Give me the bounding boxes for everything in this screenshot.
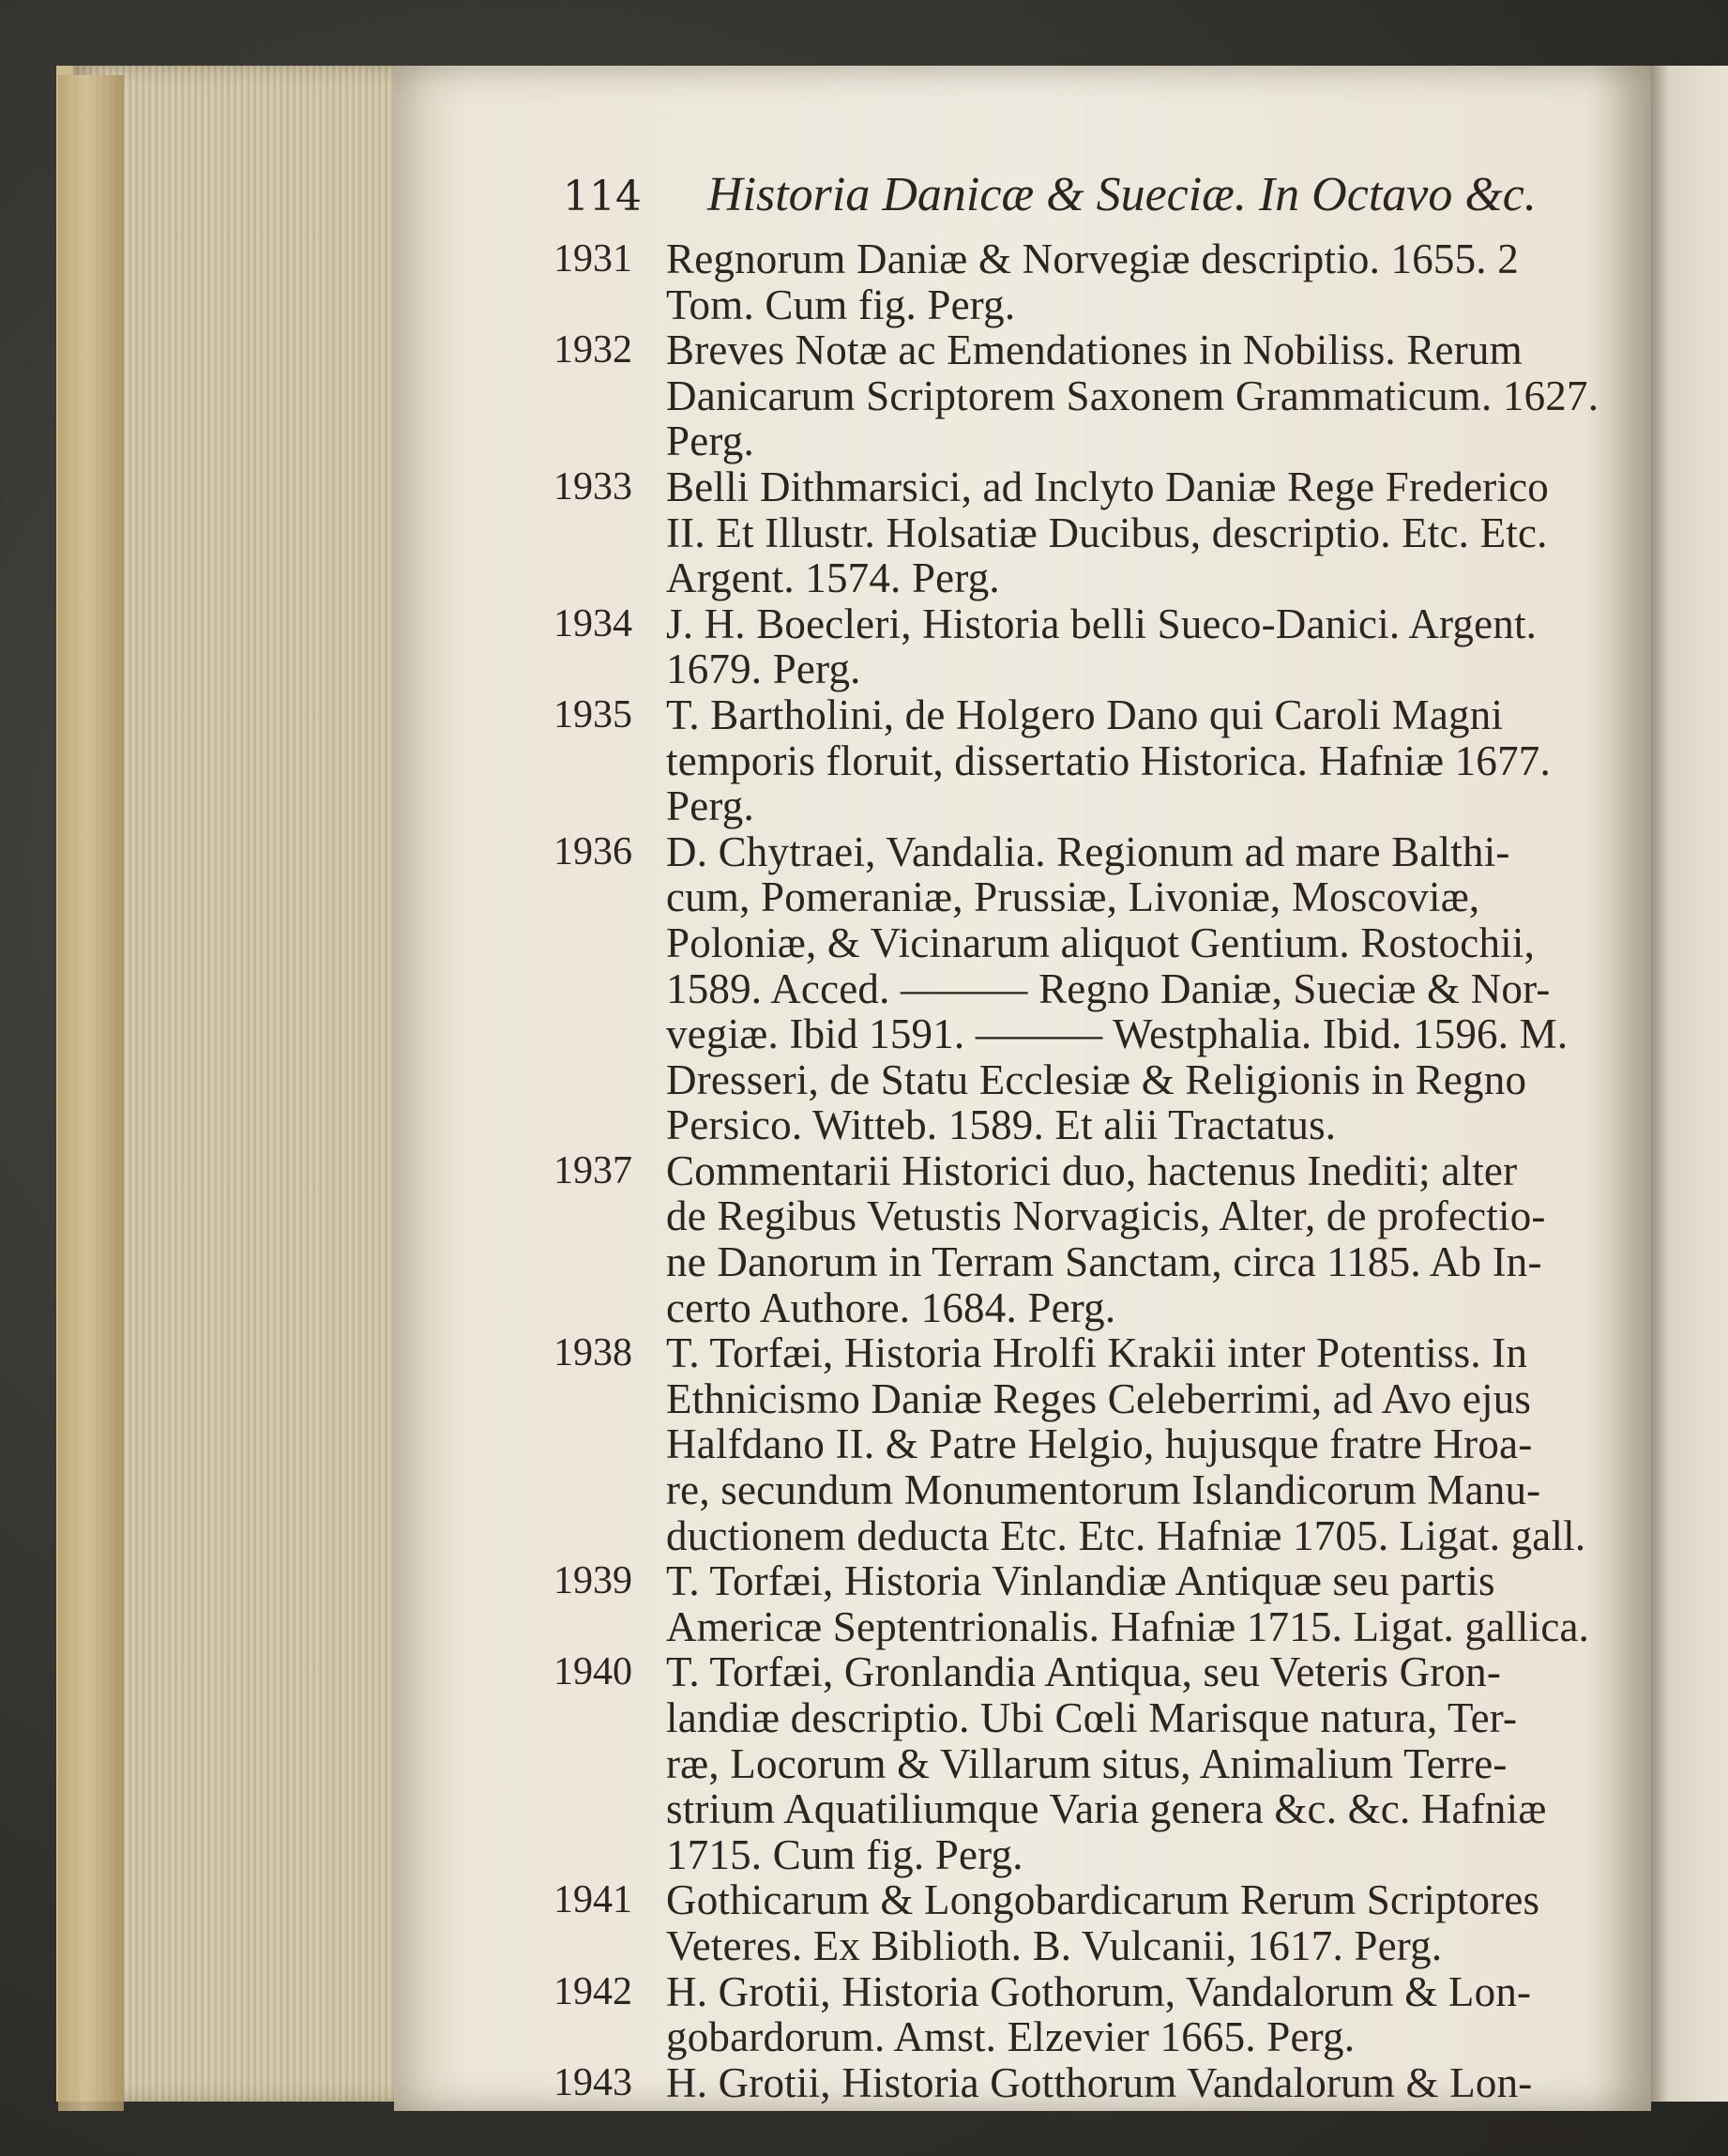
entry-line: T. Torfæi, Historia Vinlandiæ Antiquæ seu partis (666, 1557, 1495, 1605)
entry-line: landiæ descriptio. Ubi Cœli Marisque natura, Ter- (666, 1694, 1518, 1741)
catalog-entry (553, 827, 1595, 1149)
catalog-entry (553, 600, 1595, 693)
entry-line: H. Grotii, Historia Gotthorum Vandalorum & Lon- (666, 2058, 1533, 2106)
entry-line: J. H. Boecleri, Historia belli Sueco-Danici. Argent. (666, 600, 1538, 647)
entry-line: de Regibus Vetustis Norvagicis, Alter, de profectio- (666, 1192, 1546, 1240)
entry-line: re, secundum Monumentorum Islandicorum Manu- (666, 1466, 1541, 1514)
catalog-entry (553, 1967, 1595, 2061)
entry-line: 1715. Cum fig. Perg. (666, 1830, 1023, 1878)
entry-line: ræ, Locorum & Villarum situs, Animalium Terre- (666, 1739, 1508, 1787)
catalog-entry (553, 235, 1595, 328)
catalog-entry (553, 2058, 1595, 2152)
entry-number: 1942 (553, 1969, 632, 2013)
book-page (394, 66, 1651, 2152)
book-spine (58, 75, 124, 2111)
entry-line: Dresseri, de Statu Ecclesiæ & Religionis in Regno (666, 1055, 1527, 1103)
entry-line: Tom. Cum fig. Perg. (666, 281, 1016, 328)
entry-line: ne Danorum in Terram Sanctam, circa 1185. Ab In- (666, 1238, 1542, 1286)
entry-number: 1937 (553, 1148, 632, 1192)
entry-line: Poloniæ, & Vicinarum aliquot Gentium. Rostochii, (666, 919, 1536, 966)
entry-line: gobar- (1484, 2104, 1595, 2152)
entry-line: H. Grotii, Historia Gothorum, Vandalorum & Lon- (666, 1967, 1532, 2015)
entry-number: 1933 (553, 464, 632, 509)
entry-line: D. Chytraei, Vandalia. Regionum ad mare Balthi- (666, 827, 1510, 875)
entry-number: 1936 (553, 829, 632, 873)
entry-number: 1938 (553, 1331, 632, 1375)
entry-line: Perg. (666, 782, 754, 830)
entry-line: Perg. (666, 418, 754, 465)
entry-line: Persico. Witteb. 1589. Et alii Tractatus. (666, 1101, 1337, 1149)
catalog-entry (553, 326, 1599, 465)
entry-line: Gothicarum & Longobardicarum Rerum Scriptores (666, 1876, 1540, 1924)
catalog-entry (553, 1146, 1595, 1331)
entry-line: Belli Dithmarsici, ad Inclyto Daniæ Rege Frederico (666, 463, 1550, 510)
entry-line: Halfdano II. & Patre Helgio, hujusque fratre Hroa- (666, 1420, 1533, 1468)
entry-line: vegiæ. Ibid 1591. ——— Westphalia. Ibid. 1596. M. (666, 1010, 1569, 1058)
entry-line: gobardorum. Amst. Elzevier 1665. Perg. (666, 2013, 1356, 2061)
catalog-entry (553, 463, 1595, 602)
entry-line: certo Authore. 1684. Perg. (666, 1283, 1116, 1331)
entry-line: Americæ Septentrionalis. Hafniæ 1715. Ligat. gallica. (666, 1602, 1590, 1650)
entry-line: II. Et Illustr. Holsatiæ Ducibus, descriptio. Etc. Etc. (666, 509, 1548, 556)
catalog-entry (553, 691, 1595, 830)
entry-line: cum, Pomeraniæ, Prussiæ, Livoniæ, Moscoviæ, (666, 873, 1480, 921)
entry-line: Argent. 1574. Perg. (666, 554, 1000, 602)
running-title: Historia Danicæ & Sueciæ. In Octavo &c. (707, 168, 1537, 221)
catalog-entry (553, 1329, 1595, 1559)
catalog-entry (553, 1648, 1595, 1878)
entry-number: 1940 (553, 1650, 632, 1694)
entry-line: Breves Notæ ac Emendationes in Nobiliss. Rerum (666, 326, 1523, 374)
entry-number: 1939 (553, 1559, 632, 1603)
entry-number: 1932 (553, 328, 632, 372)
entry-line: temporis floruit, dissertatio Historica. Hafniæ 1677. (666, 736, 1551, 784)
entry-number: 1935 (553, 692, 632, 736)
entry-number: 1943 (553, 2060, 632, 2104)
entry-line: T. Torfæi, Gronlandia Antiqua, seu Veteris Gron- (666, 1648, 1502, 1696)
page-number: 114 (563, 173, 642, 220)
entry-line: 1589. Acced. ——— Regno Daniæ, Sueciæ & Nor- (666, 964, 1551, 1012)
running-head (563, 167, 1595, 223)
entry-line: Regnorum Daniæ & Norvegiæ descriptio. 1655. 2 (666, 235, 1519, 282)
entry-line: Danicarum Scriptorem Saxonem Grammaticum. 1627. (666, 372, 1599, 419)
entry-line: T. Bartholini, de Holgero Dano qui Caroli Magni (666, 691, 1504, 738)
entry-line: T. Torfæi, Historia Hrolfi Krakii inter Potentiss. In (666, 1329, 1528, 1377)
catalog-entry (553, 1876, 1595, 1969)
entry-line: Ethnicismo Daniæ Reges Celeberrimi, ad Avo ejus (666, 1374, 1532, 1422)
entry-line: 1679. Perg. (666, 645, 861, 693)
entry-line: ductionem deducta Etc. Etc. Hafniæ 1705. Ligat. gall. (666, 1511, 1586, 1559)
entry-line: Commentarii Historici duo, hactenus Inediti; alter (666, 1146, 1518, 1194)
facing-page-edge (1644, 66, 1728, 2102)
entry-line: Veteres. Ex Biblioth. B. Vulcanii, 1617. Perg. (666, 1921, 1443, 1969)
entry-number: 1931 (553, 237, 632, 281)
entry-line: strium Aquatiliumque Varia genera &c. &c. Hafniæ (666, 1785, 1547, 1833)
page-text (553, 167, 1599, 2152)
entry-number: 1941 (553, 1878, 632, 1922)
entry-list (553, 235, 1599, 2152)
catalog-entry (553, 1557, 1595, 1650)
entry-number: 1934 (553, 601, 632, 645)
